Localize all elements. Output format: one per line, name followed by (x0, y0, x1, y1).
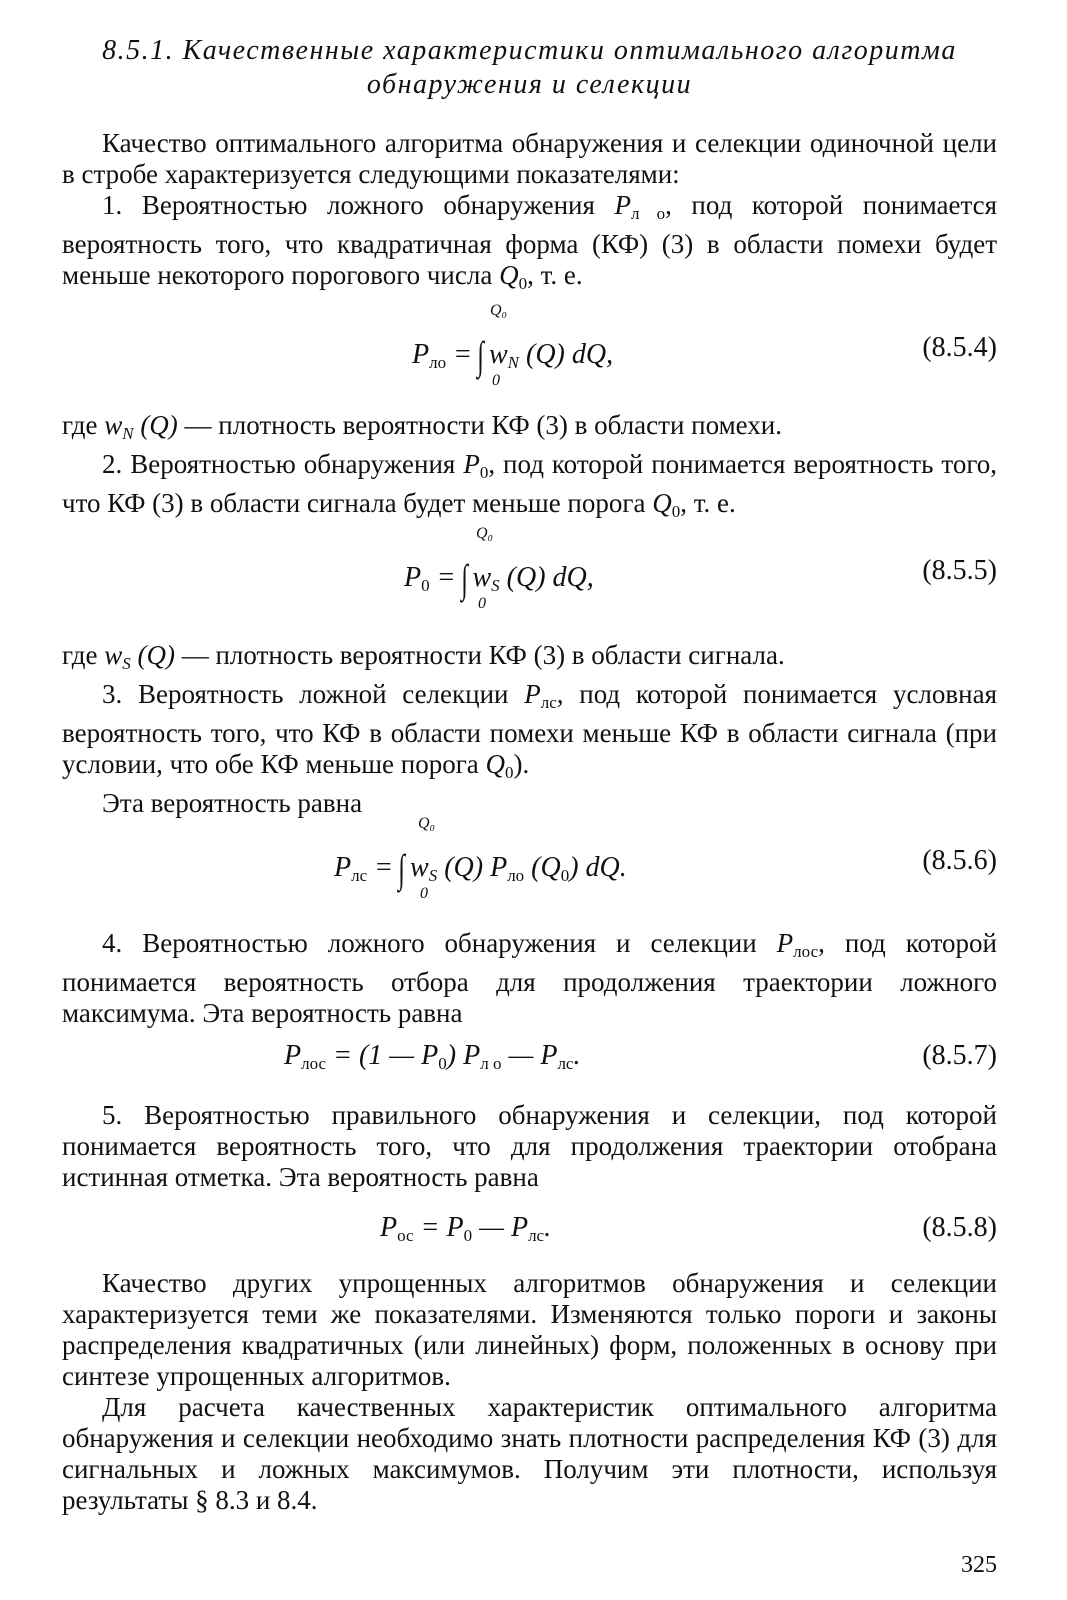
formula-8-5-4 (62, 302, 997, 389)
formula-8-5-5-upper-limit: Q₀ (476, 525, 494, 542)
formula-8-5-6 (62, 815, 997, 902)
paragraph-item-5: 5. Вероятностью правильного обнаружения и селекции, под которой понимается вероятность того, что для продолжения траектории отобрана истинная отметка. Эта вероятность равна (62, 1100, 997, 1192)
paragraph-item-2: 2. Вероятностью обнаружения $P_0$, под которой понимается вероятность того, что КФ (3) в области сигнала будет меньше порога $Q_0$, т. е. (62, 449, 997, 521)
integral-sign-icon: ∫ (477, 333, 484, 378)
paragraph-last: Для расчета качественных характеристик оптимального алгоритма обнаружения и селекции необходимо знать плотности распределения КФ (3) для сигнальных и ложных максимумов. Получим эти плотности, используя результаты § 8.3 и 8.4. (62, 1392, 997, 1515)
paragraph-where-2: где $w_S$ (Q) — плотность вероятности КФ (3) в области сигнала. (62, 640, 785, 673)
paragraph-where-1: где $w_N$ (Q) — плотность вероятности КФ (3) в области помехи. (62, 410, 783, 443)
formula-8-5-6-body: $P_{лс}$ = ∫ $w_S$ (Q) $P_{ло}$ $(Q_0)$ dQ. (334, 846, 627, 891)
integral-sign-icon: ∫ (460, 556, 468, 601)
formula-8-5-7-body: $P_{лос} = (1$ — $P_0$) $P_{л о}$ — $P_{лс}$. (284, 1040, 581, 1073)
page-number: 325 (961, 1552, 997, 1578)
formula-8-5-5-body: $P_0$ = ∫ $w_S$ (Q) dQ, (404, 556, 594, 601)
paragraph-item-1: 1. Вероятностью ложного обнаружения $P_{л о}$, под которой понимается вероятность того, что квадратичная форма (КФ) (3) в области помехи будет меньше некоторого порогового числа $Q_0$, т. е. (62, 190, 997, 293)
integral-sign-icon: ∫ (398, 846, 405, 891)
formula-8-5-6-number: (8.5.6) (922, 845, 997, 876)
text-block-closing (62, 1268, 997, 1516)
paragraph-intro: Качество оптимального алгоритма обнаружения и селекции одиночной цели в стробе характеризуется следующими показателями: (62, 128, 997, 189)
text-block-intro (62, 128, 997, 299)
text-block-item-3 (62, 640, 997, 819)
formula-8-5-4-lower-limit: 0 (492, 372, 500, 389)
paragraph-item-3-equals: Эта вероятность равна (102, 788, 363, 818)
formula-8-5-4-number: (8.5.4) (922, 332, 997, 363)
paragraph-item-4: 4. Вероятностью ложного обнаружения и селекции $P_{лос}$, под которой понимается вероятность отбора для продолжения траектории ложного максимума. Эта вероятность равна (62, 928, 997, 1028)
formula-8-5-7-number: (8.5.7) (922, 1040, 997, 1071)
text-block-item-2 (62, 410, 997, 527)
formula-8-5-5 (62, 525, 997, 612)
section-heading (62, 34, 997, 102)
formula-8-5-8 (62, 1212, 997, 1245)
paragraph-other-algorithms: Качество других упрощенных алгоритмов обнаружения и селекции характеризуется теми же показателями. Изменяются только пороги и законы распределения квадратичных (или линейных) форм, положенных в основу при синтезе упрощенных алгоритмов. (62, 1268, 997, 1391)
formula-8-5-8-body: $P_{ос} = P_0$ — $P_{лс}$. (380, 1212, 552, 1245)
formula-8-5-4-body: $P_{ло}$ = ∫ $w_N$ (Q) dQ, (412, 333, 614, 378)
formula-8-5-7 (62, 1040, 997, 1073)
section-heading-line-1: 8.5.1. Качественные характеристики оптимального алгоритма (102, 35, 957, 66)
formula-8-5-6-lower-limit: 0 (420, 885, 428, 902)
text-block-item-5 (62, 1100, 997, 1193)
paragraph-item-3: 3. Вероятность ложной селекции $P_{лс}$, под которой понимается условная вероятность того, что КФ в области помехи меньше КФ в области сигнала (при условии, что обе КФ меньше порога $Q_0$). (62, 679, 997, 782)
formula-8-5-5-number: (8.5.5) (922, 555, 997, 586)
text-block-item-4 (62, 928, 997, 1029)
formula-8-5-5-lower-limit: 0 (478, 595, 486, 612)
formula-8-5-4-upper-limit: Q₀ (490, 302, 508, 319)
formula-8-5-6-upper-limit: Q₀ (418, 815, 436, 832)
section-heading-line-2: обнаружения и селекции (366, 69, 693, 100)
formula-8-5-8-number: (8.5.8) (922, 1212, 997, 1243)
